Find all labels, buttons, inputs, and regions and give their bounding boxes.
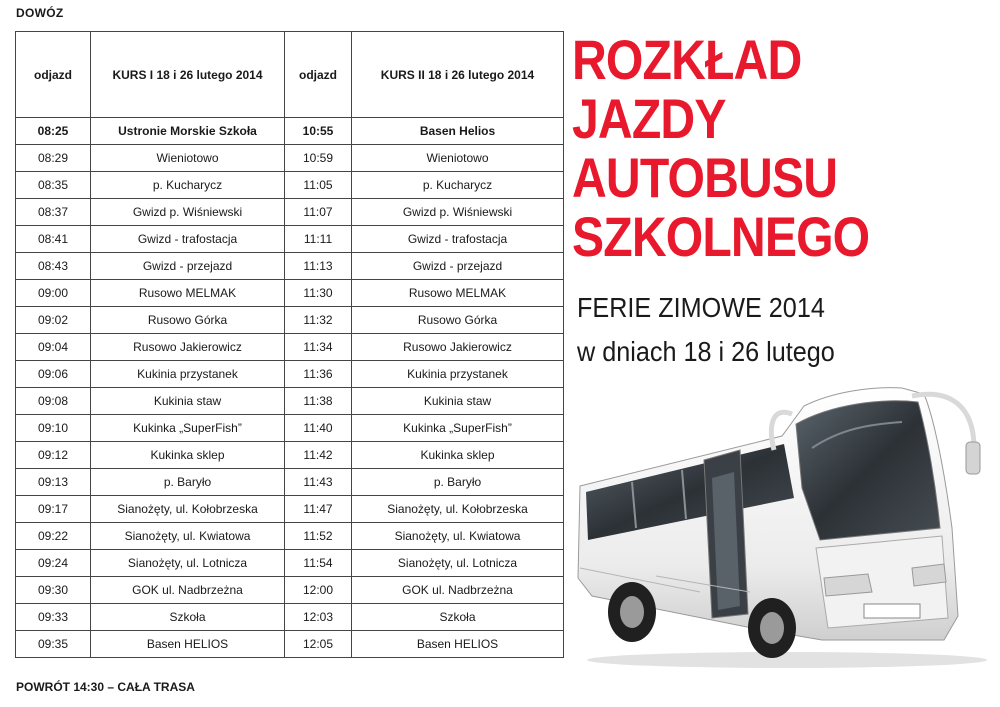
schedule-row xyxy=(16,577,564,604)
departure-time-2: 11:11 xyxy=(285,226,352,253)
stop-name-2: Sianożęty, ul. Lotnicza xyxy=(352,550,564,577)
stop-name-1: Kukinia przystanek xyxy=(91,361,285,388)
schedule-row xyxy=(16,469,564,496)
departure-time-2: 11:05 xyxy=(285,172,352,199)
subtitle-winter-break: FERIE ZIMOWE 2014 xyxy=(577,292,825,323)
departure-time-1: 08:43 xyxy=(16,253,91,280)
departure-time-2: 11:34 xyxy=(285,334,352,361)
schedule-row xyxy=(16,307,564,334)
schedule-row xyxy=(16,280,564,307)
departure-time-1: 09:24 xyxy=(16,550,91,577)
schedule-table xyxy=(15,31,564,658)
departure-time-1: 09:00 xyxy=(16,280,91,307)
departure-time-1: 09:10 xyxy=(16,415,91,442)
departure-time-2: 11:07 xyxy=(285,199,352,226)
schedule-row xyxy=(16,496,564,523)
stop-name-1: Rusowo Jakierowicz xyxy=(91,334,285,361)
departure-time-1: 08:25 xyxy=(16,118,91,145)
header-course-2: KURS II 18 i 26 lutego 2014 xyxy=(352,32,564,118)
title-line: JAZDY xyxy=(572,87,726,150)
header-departure-1: odjazd xyxy=(16,32,91,118)
schedule-row xyxy=(16,550,564,577)
bus-illustration xyxy=(572,378,990,668)
stop-name-2: Sianożęty, ul. Kwiatowa xyxy=(352,523,564,550)
stop-name-1: Sianożęty, ul. Lotnicza xyxy=(91,550,285,577)
stop-name-2: Kukinia staw xyxy=(352,388,564,415)
title-line: ROZKŁAD xyxy=(572,28,802,91)
return-info: POWRÓT 14:30 – CAŁA TRASA xyxy=(16,680,195,694)
schedule-row xyxy=(16,334,564,361)
departure-time-1: 09:08 xyxy=(16,388,91,415)
stop-name-1: Sianożęty, ul. Kwiatowa xyxy=(91,523,285,550)
stop-name-2: Sianożęty, ul. Kołobrzeska xyxy=(352,496,564,523)
stop-name-2: p. Kucharycz xyxy=(352,172,564,199)
departure-time-1: 08:41 xyxy=(16,226,91,253)
title-line: AUTOBUSU xyxy=(572,146,838,209)
departure-time-2: 10:55 xyxy=(285,118,352,145)
departure-time-1: 08:35 xyxy=(16,172,91,199)
schedule-row xyxy=(16,145,564,172)
stop-name-2: Kukinka „SuperFish” xyxy=(352,415,564,442)
departure-time-1: 09:06 xyxy=(16,361,91,388)
schedule-row xyxy=(16,118,564,145)
schedule-row xyxy=(16,361,564,388)
title-line: SZKOLNEGO xyxy=(572,205,870,268)
stop-name-1: Basen HELIOS xyxy=(91,631,285,658)
stop-name-1: Kukinia staw xyxy=(91,388,285,415)
schedule-header-row xyxy=(16,32,564,118)
departure-time-2: 11:54 xyxy=(285,550,352,577)
stop-name-1: Rusowo Górka xyxy=(91,307,285,334)
stop-name-2: Gwizd - trafostacja xyxy=(352,226,564,253)
stop-name-2: GOK ul. Nadbrzeżna xyxy=(352,577,564,604)
departure-time-2: 12:00 xyxy=(285,577,352,604)
departure-time-1: 09:22 xyxy=(16,523,91,550)
stop-name-1: Sianożęty, ul. Kołobrzeska xyxy=(91,496,285,523)
stop-name-2: Rusowo Górka xyxy=(352,307,564,334)
departure-time-1: 09:13 xyxy=(16,469,91,496)
departure-time-2: 11:47 xyxy=(285,496,352,523)
stop-name-2: Gwizd p. Wiśniewski xyxy=(352,199,564,226)
schedule-body xyxy=(16,118,564,658)
departure-time-2: 11:43 xyxy=(285,469,352,496)
departure-time-1: 09:33 xyxy=(16,604,91,631)
stop-name-1: Rusowo MELMAK xyxy=(91,280,285,307)
schedule-row xyxy=(16,604,564,631)
header-departure-2: odjazd xyxy=(285,32,352,118)
subtitle-dates: w dniach 18 i 26 lutego xyxy=(577,336,835,367)
schedule-row xyxy=(16,199,564,226)
section-label-dowoz: DOWÓZ xyxy=(16,6,64,20)
stop-name-1: Szkoła xyxy=(91,604,285,631)
stop-name-2: Szkoła xyxy=(352,604,564,631)
stop-name-1: Gwizd - przejazd xyxy=(91,253,285,280)
departure-time-2: 12:03 xyxy=(285,604,352,631)
stop-name-2: Rusowo MELMAK xyxy=(352,280,564,307)
departure-time-1: 09:04 xyxy=(16,334,91,361)
stop-name-2: Kukinka sklep xyxy=(352,442,564,469)
stop-name-2: Kukinia przystanek xyxy=(352,361,564,388)
departure-time-2: 11:30 xyxy=(285,280,352,307)
schedule-row xyxy=(16,631,564,658)
schedule-row xyxy=(16,442,564,469)
departure-time-2: 11:32 xyxy=(285,307,352,334)
stop-name-1: p. Baryło xyxy=(91,469,285,496)
stop-name-1: Wieniotowo xyxy=(91,145,285,172)
schedule-row xyxy=(16,226,564,253)
departure-time-2: 11:40 xyxy=(285,415,352,442)
stop-name-2: p. Baryło xyxy=(352,469,564,496)
departure-time-2: 10:59 xyxy=(285,145,352,172)
departure-time-1: 08:37 xyxy=(16,199,91,226)
stop-name-1: GOK ul. Nadbrzeżna xyxy=(91,577,285,604)
departure-time-2: 11:36 xyxy=(285,361,352,388)
schedule-row xyxy=(16,388,564,415)
departure-time-1: 09:02 xyxy=(16,307,91,334)
schedule-row xyxy=(16,415,564,442)
stop-name-2: Basen HELIOS xyxy=(352,631,564,658)
departure-time-2: 11:13 xyxy=(285,253,352,280)
stop-name-1: Ustronie Morskie Szkoła xyxy=(91,118,285,145)
departure-time-2: 11:42 xyxy=(285,442,352,469)
stop-name-2: Basen Helios xyxy=(352,118,564,145)
departure-time-2: 11:52 xyxy=(285,523,352,550)
schedule-row xyxy=(16,523,564,550)
departure-time-1: 09:30 xyxy=(16,577,91,604)
stop-name-1: p. Kucharycz xyxy=(91,172,285,199)
departure-time-1: 09:17 xyxy=(16,496,91,523)
departure-time-1: 08:29 xyxy=(16,145,91,172)
departure-time-2: 11:38 xyxy=(285,388,352,415)
stop-name-2: Wieniotowo xyxy=(352,145,564,172)
stop-name-1: Kukinka „SuperFish” xyxy=(91,415,285,442)
stop-name-1: Gwizd p. Wiśniewski xyxy=(91,199,285,226)
departure-time-2: 12:05 xyxy=(285,631,352,658)
stop-name-2: Gwizd - przejazd xyxy=(352,253,564,280)
schedule-row xyxy=(16,253,564,280)
stop-name-2: Rusowo Jakierowicz xyxy=(352,334,564,361)
stop-name-1: Gwizd - trafostacja xyxy=(91,226,285,253)
page-title xyxy=(572,30,992,266)
stop-name-1: Kukinka sklep xyxy=(91,442,285,469)
header-course-1: KURS I 18 i 26 lutego 2014 xyxy=(91,32,285,118)
schedule-row xyxy=(16,172,564,199)
departure-time-1: 09:35 xyxy=(16,631,91,658)
departure-time-1: 09:12 xyxy=(16,442,91,469)
